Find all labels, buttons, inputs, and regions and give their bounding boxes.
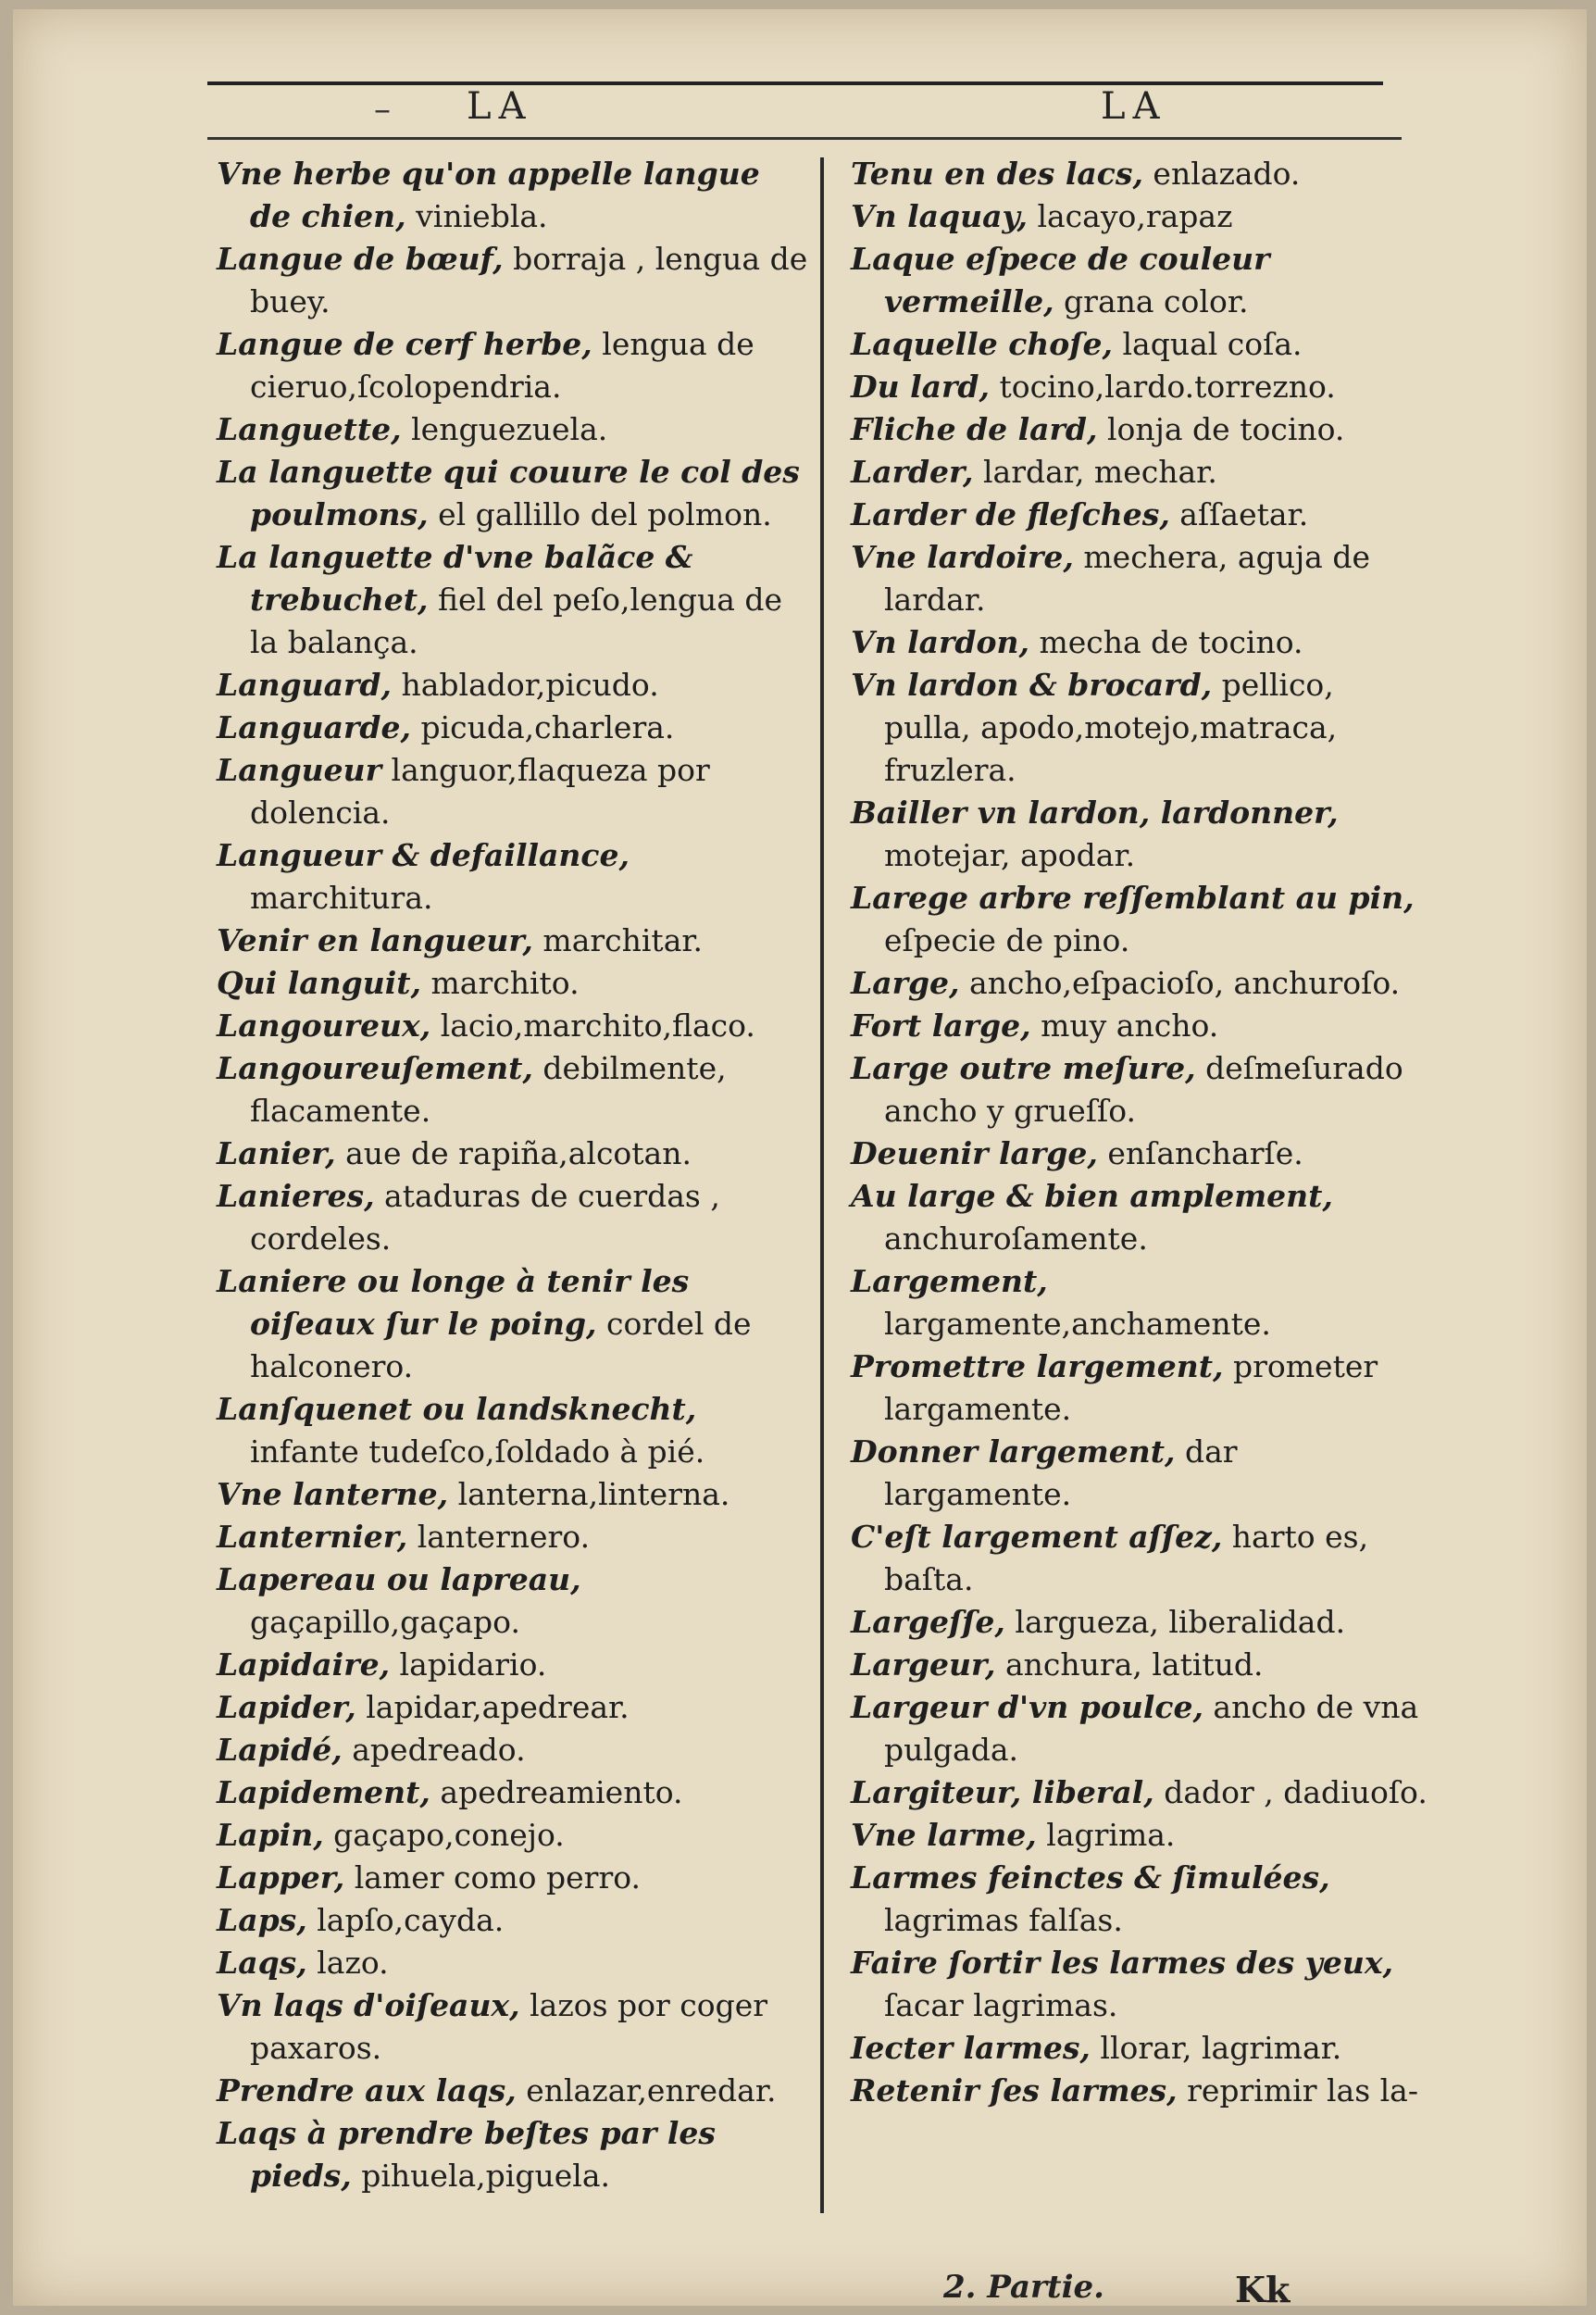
french-headword: Vne larme,	[851, 1817, 1037, 1853]
dictionary-entry	[851, 1175, 1429, 1260]
dictionary-entry	[217, 1686, 809, 1729]
french-headword: Laqs à prendre beſtes par les pieds,	[217, 2115, 717, 2194]
left-column	[217, 153, 809, 2197]
dictionary-entry	[217, 1388, 809, 1473]
french-headword: Langueur & defaillance,	[217, 837, 630, 873]
header-underline	[207, 137, 1402, 140]
dictionary-entry	[217, 2112, 809, 2197]
spanish-translation: cordel de halconero.	[250, 1306, 752, 1384]
dictionary-entry	[217, 323, 809, 408]
spanish-translation: aue de rapiña,alcotan.	[335, 1135, 692, 1171]
spanish-translation: laqual coſa.	[1112, 326, 1303, 362]
french-headword: Langoureux,	[217, 1007, 431, 1044]
spanish-translation: deſmeſurado ancho y grueſſo.	[884, 1050, 1403, 1129]
french-headword: Laque eſpece de couleur vermeille,	[851, 241, 1270, 319]
dictionary-entry	[851, 877, 1429, 962]
spanish-translation: dador , dadiuoſo.	[1153, 1774, 1428, 1810]
dictionary-entry	[217, 536, 809, 664]
running-head-right: LA	[1101, 85, 1167, 128]
spanish-translation: enlazado.	[1142, 156, 1301, 192]
french-headword: Faire ſortir les larmes des yeux,	[851, 1945, 1394, 1981]
french-headword: Largeur d'vn poulce,	[851, 1689, 1203, 1725]
spanish-translation: enlazar,enredar.	[516, 2072, 777, 2109]
spanish-translation: lengua de cieruo,ſcolopendria.	[250, 326, 754, 405]
dictionary-entry	[851, 1942, 1429, 2027]
dictionary-entry	[217, 1899, 809, 1942]
dictionary-entry	[217, 1644, 809, 1686]
spanish-translation: pihuela,piguela.	[351, 2158, 610, 2194]
dictionary-entry	[217, 1047, 809, 1132]
french-headword: Promettre largement,	[851, 1348, 1224, 1384]
dictionary-entry	[217, 1942, 809, 1984]
french-headword: Lapidement,	[217, 1774, 430, 1810]
dictionary-entry	[217, 1558, 809, 1644]
french-headword: Vn laqs d'oiſeaux,	[217, 1987, 520, 2023]
dictionary-entry	[851, 238, 1429, 323]
spanish-translation: lardar, mechar.	[973, 454, 1217, 490]
spanish-translation: anchura, latitud.	[995, 1646, 1264, 1683]
spanish-translation: lonja de tocino.	[1097, 411, 1345, 447]
running-head-left: LA	[467, 85, 533, 128]
french-headword: Lapidé,	[217, 1732, 343, 1768]
dictionary-entry	[851, 1047, 1429, 1132]
dictionary-entry	[217, 1729, 809, 1771]
french-headword: Vne herbe qu'on appelle langue de chien,	[217, 156, 760, 234]
dictionary-entry	[217, 664, 809, 707]
spanish-translation: lagrima.	[1036, 1817, 1176, 1853]
french-headword: Larege arbre reſſemblant au pin,	[851, 880, 1415, 916]
dictionary-entry	[851, 1005, 1429, 1047]
spanish-translation: el gallillo del polmon.	[428, 496, 772, 532]
spanish-translation: gaçapillo,gaçapo.	[250, 1604, 520, 1640]
dictionary-entry	[217, 408, 809, 451]
dictionary-entry	[851, 536, 1429, 621]
dictionary-entry	[851, 153, 1429, 195]
dictionary-entry	[851, 1516, 1429, 1601]
spanish-translation: languor,flaqueza por dolencia.	[250, 752, 710, 831]
spanish-translation: ancho de vna pulgada.	[884, 1689, 1419, 1768]
spanish-translation: lapſo,cayda.	[306, 1902, 505, 1938]
french-headword: Retenir ſes larmes,	[851, 2072, 1178, 2109]
dictionary-entry	[217, 1516, 809, 1558]
spanish-translation: borraja , lengua de buey.	[250, 241, 808, 319]
spanish-translation: ancho,eſpacioſo, anchuroſo.	[959, 965, 1401, 1001]
french-headword: Fliche de lard,	[851, 411, 1098, 447]
dictionary-entry	[217, 920, 809, 962]
spanish-translation: lazos por coger paxaros.	[250, 1987, 768, 2066]
dictionary-entry	[851, 1686, 1429, 1771]
header-dash: –	[374, 91, 391, 129]
spanish-translation: eſpecie de pino.	[884, 922, 1130, 958]
french-headword: Largeſſe,	[851, 1604, 1005, 1640]
spanish-translation: ſacar lagrimas.	[884, 1987, 1118, 2023]
french-headword: Donner largement,	[851, 1433, 1176, 1470]
french-headword: Langueur	[217, 752, 382, 788]
spanish-translation: llorar, lagrimar.	[1090, 2030, 1342, 2066]
spanish-translation: apedreamiento.	[430, 1774, 683, 1810]
spanish-translation: infante tudeſco,ſoldado à pié.	[250, 1433, 705, 1470]
french-headword: Venir en langueur,	[217, 922, 533, 958]
dictionary-entry	[851, 1260, 1429, 1345]
french-headword: Lapider,	[217, 1689, 356, 1725]
french-headword: Vne lanterne,	[217, 1476, 449, 1512]
dictionary-entry	[217, 834, 809, 920]
dictionary-entry	[851, 195, 1429, 238]
french-headword: Laqs,	[217, 1945, 307, 1981]
french-headword: La languette qui couure le col des poulmons,	[217, 454, 800, 532]
dictionary-entry	[217, 1814, 809, 1857]
french-headword: Du lard,	[851, 369, 990, 405]
french-headword: Larder de fleſches,	[851, 496, 1170, 532]
spanish-translation: harto es, baſta.	[884, 1519, 1369, 1597]
french-headword: Langoureuſement,	[217, 1050, 533, 1086]
spanish-translation: largueza, liberalidad.	[1004, 1604, 1346, 1640]
spanish-translation: debilmente, flacamente.	[250, 1050, 727, 1129]
french-headword: Lapper,	[217, 1859, 345, 1896]
spanish-translation: lazo.	[306, 1945, 389, 1981]
dictionary-entry	[217, 451, 809, 536]
dictionary-entry	[217, 1005, 809, 1047]
dictionary-entry	[851, 1771, 1429, 1814]
french-headword: C'eſt largement aſſez,	[851, 1519, 1223, 1555]
dictionary-entry	[851, 1857, 1429, 1942]
french-headword: Languarde,	[217, 709, 411, 745]
dictionary-entry	[851, 962, 1429, 1005]
french-headword: Languard,	[217, 667, 392, 703]
french-headword: Iecter larmes,	[851, 2030, 1091, 2066]
spanish-translation: pellico, pulla, apodo,motejo,matraca, fruzlera.	[884, 667, 1338, 788]
spanish-translation: lagrimas falſas.	[884, 1902, 1123, 1938]
french-headword: Au large & bien amplement,	[851, 1178, 1333, 1214]
book-page	[13, 9, 1587, 2310]
dictionary-entry	[217, 1984, 809, 2070]
spanish-translation: largamente,anchamente.	[884, 1306, 1271, 1342]
dictionary-entry	[851, 408, 1429, 451]
french-headword: Vn laquay,	[851, 198, 1028, 234]
spanish-translation: prometer largamente.	[884, 1348, 1378, 1427]
spanish-translation: ataduras de cuerdas , cordeles.	[250, 1178, 720, 1257]
french-headword: Lapereau ou lapreau,	[217, 1561, 581, 1597]
spanish-translation: lacayo,rapaz	[1027, 198, 1233, 234]
spanish-translation: lapidar,apedrear.	[355, 1689, 630, 1725]
french-headword: Vne lardoire,	[851, 539, 1074, 575]
dictionary-entry	[217, 1260, 809, 1388]
dictionary-entry	[851, 1644, 1429, 1686]
dictionary-entry	[217, 1857, 809, 1899]
french-headword: Lanſquenet ou landsknecht,	[217, 1391, 697, 1427]
spanish-translation: enſancharſe.	[1097, 1135, 1303, 1171]
dictionary-entry	[851, 323, 1429, 366]
french-headword: Lanier,	[217, 1135, 336, 1171]
spanish-translation: gaçapo,conejo.	[323, 1817, 565, 1853]
dictionary-entry	[851, 664, 1429, 792]
dictionary-entry	[217, 962, 809, 1005]
french-headword: Vn lardon & brocard,	[851, 667, 1213, 703]
french-headword: Laps,	[217, 1902, 307, 1938]
french-headword: Largement,	[851, 1263, 1048, 1299]
spanish-translation: lanternero.	[407, 1519, 591, 1555]
french-headword: Larmes feinctes & ſimulées,	[851, 1859, 1330, 1896]
dictionary-entry	[217, 238, 809, 323]
dictionary-entry	[851, 451, 1429, 494]
dictionary-entry	[851, 2070, 1429, 2112]
dictionary-entry	[217, 1771, 809, 1814]
dictionary-entry	[217, 1175, 809, 1260]
spanish-translation: lacio,marchito,flaco.	[430, 1007, 755, 1044]
dictionary-entry	[851, 1132, 1429, 1175]
french-headword: Qui languit,	[217, 965, 422, 1001]
spanish-translation: anchuroſamente.	[884, 1220, 1148, 1257]
french-headword: Langue de bœuf,	[217, 241, 504, 277]
spanish-translation: motejar, apodar.	[884, 837, 1136, 873]
dictionary-entry	[851, 621, 1429, 664]
spanish-translation: hablador,picudo.	[391, 667, 659, 703]
spanish-translation: reprimir las la-	[1177, 2072, 1418, 2109]
column-divider	[820, 157, 824, 2213]
french-headword: Lanieres,	[217, 1178, 375, 1214]
dictionary-entry	[851, 1601, 1429, 1644]
dictionary-entry	[851, 2027, 1429, 2070]
spanish-translation: grana color.	[1054, 283, 1249, 319]
spanish-translation: aſſaetar.	[1169, 496, 1309, 532]
french-headword: Tenu en des lacs,	[851, 156, 1143, 192]
dictionary-entry	[851, 494, 1429, 536]
catchword-mark: Kk	[1235, 2269, 1291, 2310]
french-headword: Prendre aux laqs,	[217, 2072, 517, 2109]
spanish-translation: viniebla.	[405, 198, 548, 234]
spanish-translation: lenguezuela.	[401, 411, 608, 447]
dictionary-entry	[217, 2070, 809, 2112]
dictionary-entry	[217, 1473, 809, 1516]
french-headword: Deuenir large,	[851, 1135, 1098, 1171]
french-headword: Large outre meſure,	[851, 1050, 1196, 1086]
spanish-translation: dar largamente.	[884, 1433, 1238, 1512]
spanish-translation: tocino,lardo.torrezno.	[989, 369, 1336, 405]
spanish-translation: mechera, aguja de lardar.	[884, 539, 1370, 618]
french-headword: Vn lardon,	[851, 624, 1029, 660]
french-headword: Largeur,	[851, 1646, 996, 1683]
dictionary-entry	[851, 1431, 1429, 1516]
spanish-translation: marchitar.	[532, 922, 704, 958]
header-rule	[207, 81, 1383, 85]
spanish-translation: fiel del peſo,lengua de la balança.	[250, 582, 783, 660]
french-headword: Laniere ou longe à tenir les oiſeaux ſur le poing,	[217, 1263, 690, 1342]
spanish-translation: lapidario.	[390, 1646, 547, 1683]
dictionary-entry	[217, 707, 809, 749]
dictionary-entry	[217, 1132, 809, 1175]
right-column	[851, 153, 1429, 2112]
spanish-translation: lanterna,linterna.	[448, 1476, 730, 1512]
french-headword: Lapin,	[217, 1817, 324, 1853]
spanish-translation: picuda,charlera.	[410, 709, 675, 745]
french-headword: La languette d'vne balãce & trebuchet,	[217, 539, 693, 618]
spanish-translation: marchitura.	[250, 880, 433, 916]
signature-line: 2. Partie.	[943, 2269, 1105, 2306]
french-headword: Fort large,	[851, 1007, 1031, 1044]
french-headword: Languette,	[217, 411, 402, 447]
french-headword: Largiteur, liberal,	[851, 1774, 1154, 1810]
spanish-translation: apedreado.	[342, 1732, 526, 1768]
french-headword: Larder,	[851, 454, 974, 490]
spanish-translation: lamer como perro.	[344, 1859, 642, 1896]
french-headword: Lapidaire,	[217, 1646, 391, 1683]
french-headword: Bailler vn lardon, lardonner,	[851, 795, 1339, 831]
french-headword: Large,	[851, 965, 960, 1001]
dictionary-entry	[851, 1814, 1429, 1857]
spanish-translation: mecha de tocino.	[1029, 624, 1303, 660]
french-headword: Lanternier,	[217, 1519, 408, 1555]
dictionary-entry	[217, 749, 809, 834]
spanish-translation: muy ancho.	[1030, 1007, 1219, 1044]
spanish-translation: marchito.	[421, 965, 580, 1001]
french-headword: Langue de cerf herbe,	[217, 326, 592, 362]
dictionary-entry	[851, 366, 1429, 408]
dictionary-entry	[851, 1345, 1429, 1431]
dictionary-entry	[217, 153, 809, 238]
french-headword: Laquelle choſe,	[851, 326, 1113, 362]
dictionary-entry	[851, 792, 1429, 877]
